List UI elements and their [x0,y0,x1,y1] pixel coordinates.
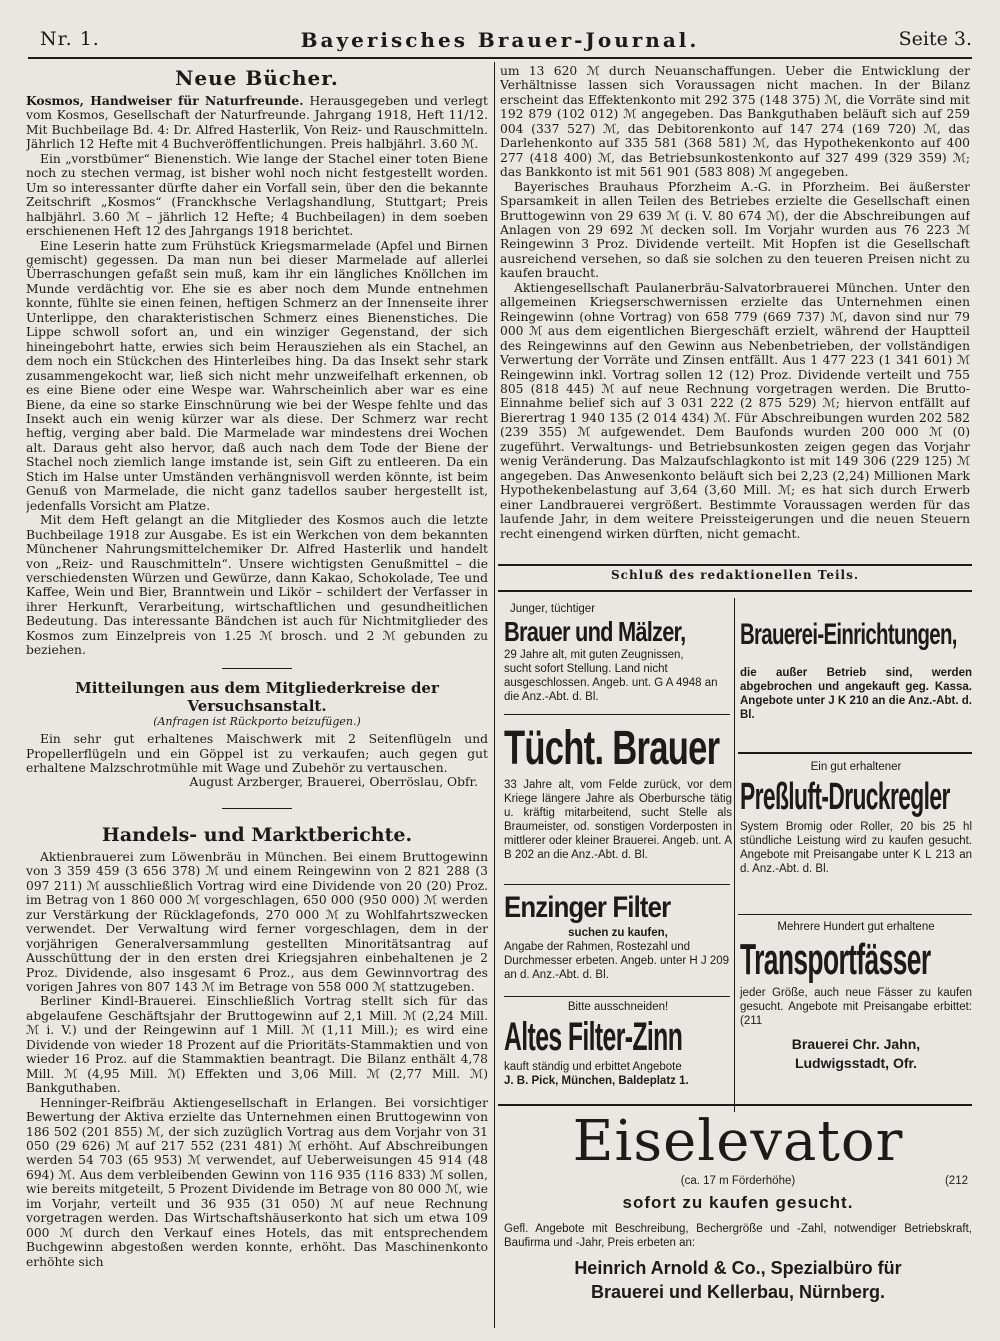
editorial-end-rule [498,564,972,566]
ad-text: die außer Betrieb sind, werden abgebrochen und angekauft geg. Kassa. Angebote unter J K 210 an die Anz.-Abt. d. Bl. [740,667,972,721]
ad-signature: Ludwigsstadt, Ofr. [794,1055,918,1071]
ad-brauer-maelzer [504,602,732,704]
journal-title: Bayerisches Brauer-Journal. [300,28,700,52]
ad-transportfaesser [740,920,972,1072]
report-paragraph: Aktiengesellschaft Paulanerbräu-Salvatorbrauerei München. Unter den allgemeinen Kriegserschwernissen erzielte das Unternehmen einen Reingewinn (ohne Vortrag) von 658 779 (669 737) ℳ, davon sind nur 79 000 ℳ aus dem eigentlichen Biergeschäft erzielt, während der Hauptteil des Reingewinns auf den Gewinn aus Nebenbetrieben, der vollständigen Verwertung der Vorräte und Zinsen entfällt. Aus 1 477 223 (1 341 601) ℳ Reingewinn inkl. Vortrag sollen 12 (12) Proz. Dividende verteilt und 755 805 (818 445) ℳ auf neue Rechnung vorgetragen werden. Die Brutto-Einnahme belief sich auf 3 031 222 (2 875 529) ℳ; hiervon entfällt auf Bierertrag 1 940 135 (2 014 434) ℳ. Für Abschreibungen wurden 202 582 (239 355) ℳ aufgewendet. Dem Baufonds wurden 200 000 ℳ (0) zugeführt. Verwaltungs- und Betriebsunkosten zeigen gegen das Vorjahr wenig Veränderung. Das Malzaufschlagkonto ist mit 149 306 (229 125) ℳ angegeben. Das Anwesenkonto beläuft sich bei 2,23 (2,24) Millionen Mark Hypothekenbelastung auf 3,64 (3,60 Mill. ℳ; es hat sich durch Erwerb einer Landbrauerei vergrößert. Bestimmte Voraussagen werden für das laufende Jahr, in dem weitere Preissteigerungen und die neuen Steuern recht einengend wirken dürften, nicht gemacht. [500,280,970,541]
section-title-mitteilungen: Mitteilungen aus dem Mitgliederkreise der Versuchsanstalt. [75,678,439,715]
ads-top-rule [498,590,972,592]
issue-number: Nr. 1. [40,28,100,50]
report-paragraph: Bayerisches Brauhaus Pforzheim A.-G. in Pforzheim. Bei äußerster Sparsamkeit in allen Teilen des Betriebes erzielte die Gesellschaft einen Bruttogewinn von 29 639 ℳ (i. V. 80 674 ℳ), der die Abschreibungen auf Anlagen von 29 692 ℳ decken soll. Im Vorjahr wurden aus 76 223 ℳ Reingewinn 3 Proz. Dividende verteilt. Mit Hopfen ist die Gesellschaft ausreichend versehen, so daß sie solchen zu den teueren Preisen nicht zu kaufen braucht. [500,179,970,281]
ad-rule [738,914,972,915]
article-paragraph: Ein „vorstbümer“ Bienenstich. Wie lange der Stachel einer toten Biene noch zu stechen vermag, ist bisher wohl noch nicht festgestellt worden. Um so interessanter dürfte daher ein Vorfall sein, über den die bekannte Zeitschrift „Kosmos“ (Franckhsche Verlagshandlung, Stuttgart; Preis halbjährl. 3.60 ℳ – jährlich 12 Hefte; 4 Buchbeilagen) in dem soeben erschienenen Heft 12 des Jahrgangs 1918 berichtet. [26,151,488,239]
ad-text: kauft ständig und erbittet Angebote [504,1061,682,1073]
section-title-handelsberichte: Handels- und Marktberichte. [101,823,413,846]
ad-lead: Mehrere Hundert gut erhaltene [777,921,935,933]
section-subtitle: (Anfragen ist Rückporto beizufügen.) [153,714,361,728]
article-paragraph: Mit dem Heft gelangt an die Mitglieder des Kosmos auch die letzte Buchbeilage 1918 zur Ausgabe. Es ist ein Werkchen von dem bekannten Münchener Nahrungsmittelchemiker Dr. Alfred Hasterlik und handelt von „Reiz- und Rauschmitteln“. Unsere wichtigsten Genußmittel – die verschiedensten Würzen und Gewürze, dann Kakao, Schokolade, Tee und Kaffee, Wein und Bier, Branntwein und Likör – schildert der Verfasser in ihrer Herkunft, Verarbeitung, wirtschaftlichen und gesundheitlichen Bedeutung. Das interessante Bändchen ist auch für Nichtmitglieder des Kosmos zum Einzelpreis von 1.25 ℳ brosch. und 2 ℳ gebunden zu beziehen. [26,513,488,658]
ad-rule [498,1104,972,1106]
section-title-neue-buecher: Neue Bücher. [175,66,339,90]
ad-altes-filter-zinn [504,1000,732,1088]
ad-text: sucht sofort Stellung. Land nicht ausgeschlossen. Angeb. unt. G A 4948 an die Anz.-Abt. d. Bl. [504,663,718,703]
kosmos-lead: Kosmos, Handweiser für Naturfreunde. [26,93,304,108]
ad-headline: Brauerei-Einrichtungen, [740,618,957,651]
report-paragraph: Aktienbrauerei zum Löwenbräu in München. Bei einem Bruttogewinn von 3 359 459 (3 656 378) ℳ und einem Reingewinn von 2 821 288 (3 097 211) ℳ ausschließlich Vortrag wird eine Dividende von 20 (20) Proz. im Betrag von 1 860 000 ℳ vorgeschlagen, 650 000 (950 000) ℳ werden zur Verstärkung der Rücklagefonds, 270 000 ℳ zu Wohlfahrtszwecken verwendet. Der Verwaltung wird ferner vorgeschlagen, dem in der vorjährigen Generalversammlung gestellten Minoritätsantrag auf Ausschüttung der in den ersten drei Kriegsjahren einbehaltenen je 2 Proz. Dividende, also insgesamt 6 Proz., aus dem Gewinnvortrag des vorigen Jahres von 807 143 ℳ im Betrage von 558 000 ℳ stattzugeben. [26,849,488,995]
ad-column-rule [734,598,735,1112]
report-paragraph: um 13 620 ℳ durch Neuanschaffungen. Ueber die Entwicklung der Verhältnisse lassen sich Voraussagen nicht machen. In der Bilanz erscheint das Effektenkonto mit 292 375 (148 375) ℳ, die Vorräte sind mit 192 879 (102 012) ℳ angegeben. Das Bankguthaben beläuft sich auf 259 004 (337 527) ℳ, das Debitorenkonto auf 147 274 (169 720) ℳ, das Darlehenkonto auf 335 581 (368 581) ℳ, das Hypothekenkonto auf 400 277 (418 400) ℳ, das Betriebsunkostenkonto auf 327 499 (329 359) ℳ; das Bankkonto ist mit 561 901 (583 808) ℳ angegeben. [500,64,970,180]
kosmos-paragraph [26,94,488,152]
ad-headline: Enzinger Filter [504,891,671,924]
end-editorial-notice: Schluß des redaktionellen Teils. [610,568,860,582]
ad-rule [504,714,730,715]
ad-text: 29 Jahre alt, mit guten Zeugnissen, [504,649,684,661]
ad-lead: Bitte ausschneiden! [567,1001,669,1013]
ad-eiselevator [504,1110,972,1304]
ad-text: jeder Größe, auch neue Fässer zu kaufen gesucht. Angebote mit Preisangabe erbittet: (211 [740,987,972,1027]
ad-enzinger-filter [504,890,732,982]
ad-headline: Eiselevator [572,1109,904,1174]
report-paragraph: Berliner Kindl-Brauerei. Einschließlich Vortrag stellt sich für das abgelaufene Geschäftsjahr der Bruttogewinn auf 2,1 Mill. ℳ (2,24 Mill. ℳ i. V.) und der Reingewinn auf 1 Mill. ℳ (1,11 Mill.); es wird eine Dividende von wieder 18 Prozent auf die Prioritäts-Stammaktien und von wieder 16 Proz. auf die Stammaktien beantragt. Die Bilanz enthält 4,78 Mill. ℳ (4,95 Mill. ℳ) Effekten und 3,06 Mill. ℳ (2,77 Mill. ℳ) Bankguthaben. [26,994,488,1096]
ad-signature: Brauerei Chr. Jahn, [791,1036,921,1052]
ad-firm: Heinrich Arnold & Co., Spezialbüro für [574,1258,902,1278]
right-column [500,64,970,562]
ad-brauerei-einrichtungen [740,604,972,722]
section-separator [222,808,292,809]
ad-headline: Tücht. Brauer [504,722,720,775]
column-divider [494,62,495,1328]
left-column [26,66,488,1330]
ad-text: Angabe der Rahmen, Rostezahl und Durchmesser erbeten. Angeb. unter H J 209 an d. Anz.-Abt. d. Bl. [504,941,730,981]
ad-subline-row [504,1174,972,1190]
article-paragraph: Eine Leserin hatte zum Frühstück Kriegsmarmelade (Apfel und Birnen gemischt) gegessen. Da man nun bei dieser Marmelade auf allerlei Überraschungen gefaßt sein muß, kam ihr ein längliches Knöllchen im Munde verdächtig vor. Ehe sie es aber noch dem Munde entnehmen konnte, fühlte sie einen feinen, heftigen Schmerz an der Innenseite ihrer Unterlippe, den charakteristischen Schmerz eines Bienenstiches. Die Lippe schwoll sofort an, und ein winziger Gegenstand, der sich hineingebohrt hatte, erwies sich beim Herausziehen als ein Stachel, an dem noch ein Stückchen des Hinterleibes hing. Da das Insekt sehr stark zusammengekocht war, ließ sich nicht mehr unzweifelhaft erkennen, ob es eine Biene oder eine Wespe war. Wahrscheinlich aber war es eine Biene, da eine so starke Einschnürung wie bei der Wespe fehlte und das Insekt auch ein wenig kürzer war als diese. Der Schmerz war recht heftig, verging aber bald. Die Marmelade war mindestens drei Wochen alt. Daraus geht also hervor, daß auch nach dem Tode der Biene der Stachel noch ziemlich lange imstande ist, sein Gift zu entleeren. Da ein Stich im Halse unter Umständen verhängnisvoll werden könnte, ist beim Genuß von Marmelade, die nicht ganz tadellos sauber hergestellt ist, jedenfalls Vorsicht am Platze. [26,238,488,513]
section-separator [222,668,292,669]
ad-rule [504,996,730,997]
ad-headline: Transportfässer [740,935,931,984]
ad-bold-line: sofort zu kaufen gesucht. [622,1193,854,1212]
ad-subline: (ca. 17 m Förderhöhe) [680,1175,796,1187]
ad-lead: Junger, tüchtiger [510,603,596,615]
ad-number: (212 [944,1175,968,1187]
page-number: Seite 3. [898,28,972,50]
ad-rule [504,884,730,885]
ad-text: 33 Jahre alt, vom Felde zurück, vor dem Kriege längere Jahre als Oberbursche tätig u. kräftig mitarbeitend, sucht Stelle als Braumeister, od. sonstigen Vorderposten in mittlerer oder kleiner Brauerei. Angeb. unt. A B 202 an die Anz.-Abt. d. Bl. [504,779,732,861]
ad-subline: suchen zu kaufen, [568,927,668,939]
mitteilung-signature: August Arzberger, Brauerei, Oberröslau, Obfr. [189,775,478,790]
page-header [28,28,972,54]
ad-text: System Bromig oder Roller, 20 bis 25 hl stündliche Leistung wird zu kaufen gesucht. Angebote mit Preisangabe unter K L 213 an d. Anz.-Abt. d. Bl. [740,821,972,875]
ad-pressluft-druckregler [740,760,972,876]
ad-headline: Altes Filter-Zinn [504,1015,683,1059]
ad-headline: Preßluft-Druckregler [740,776,950,818]
ad-lead: Ein gut erhaltener [810,761,902,773]
ad-headline: Brauer und Mälzer, [504,616,686,647]
ad-text: Gefl. Angebote mit Beschreibung, Bechergröße und -Zahl, notwendiger Betriebskraft, Baufirma und -Jahr, Preis erbeten an: [504,1223,972,1249]
kosmos-text: Herausgegeben und verlegt vom Kosmos, Gesellschaft der Naturfreunde. Jahrgang 1918, Heft 11/12. Mit Buchbeilage Bd. 4: Dr. Alfred Hasterlik, Von Reiz- und Rauschmitteln. Jährlich 12 Hefte mit 4 Buchveröffentlichungen. Preis halbjährl. 3.60 ℳ. [26,94,488,152]
ad-rule [738,752,972,754]
ad-firm: Brauerei und Kellerbau, Nürnberg. [590,1282,886,1302]
report-paragraph: Henninger-Reifbräu Aktiengesellschaft in Erlangen. Bei vorsichtiger Bewertung der Aktiva erzielte das Unternehmen einen Bruttogewinn von 186 502 (201 855) ℳ, der sich zuzüglich Vortrag aus dem Vorjahr von 31 050 (29 626) ℳ auf 217 552 (231 481) ℳ erhöht. Auf Abschreibungen werden 54 703 (65 953) ℳ verwendet, auf Ueberweisungen 45 914 (48 694) ℳ. Aus dem verbleibenden Gewinn von 116 935 (116 833) ℳ sollen, wie bereits mitgeteilt, 5 Prozent Dividende im Betrage von 80 000 ℳ, wie im Vorjahr, verteilt und 36 935 (31 050) ℳ auf neue Rechnung vorgetragen werden. Das Wirtschaftshäuserkonto hat sich um etwa 109 000 ℳ durch den Verkauf eines Hotels, das mit entsprechendem Buchgewinn abgestoßen werden konnte, erhöht. Das Maschinenkonto erhöhte sich [26,1095,488,1269]
mitteilung-text: Ein sehr gut erhaltenes Maischwerk mit 2 Seitenflügeln und Propellerflügeln und ein Göppel ist zu verkaufen; auch gegen gut erhaltene Malzschrotmühle mit Wage und Zubehör zu vertauschen. [26,732,488,776]
ad-tuecht-brauer [504,720,732,862]
header-rule [28,57,972,59]
ad-address: J. B. Pick, München, Baldeplatz 1. [504,1075,689,1087]
